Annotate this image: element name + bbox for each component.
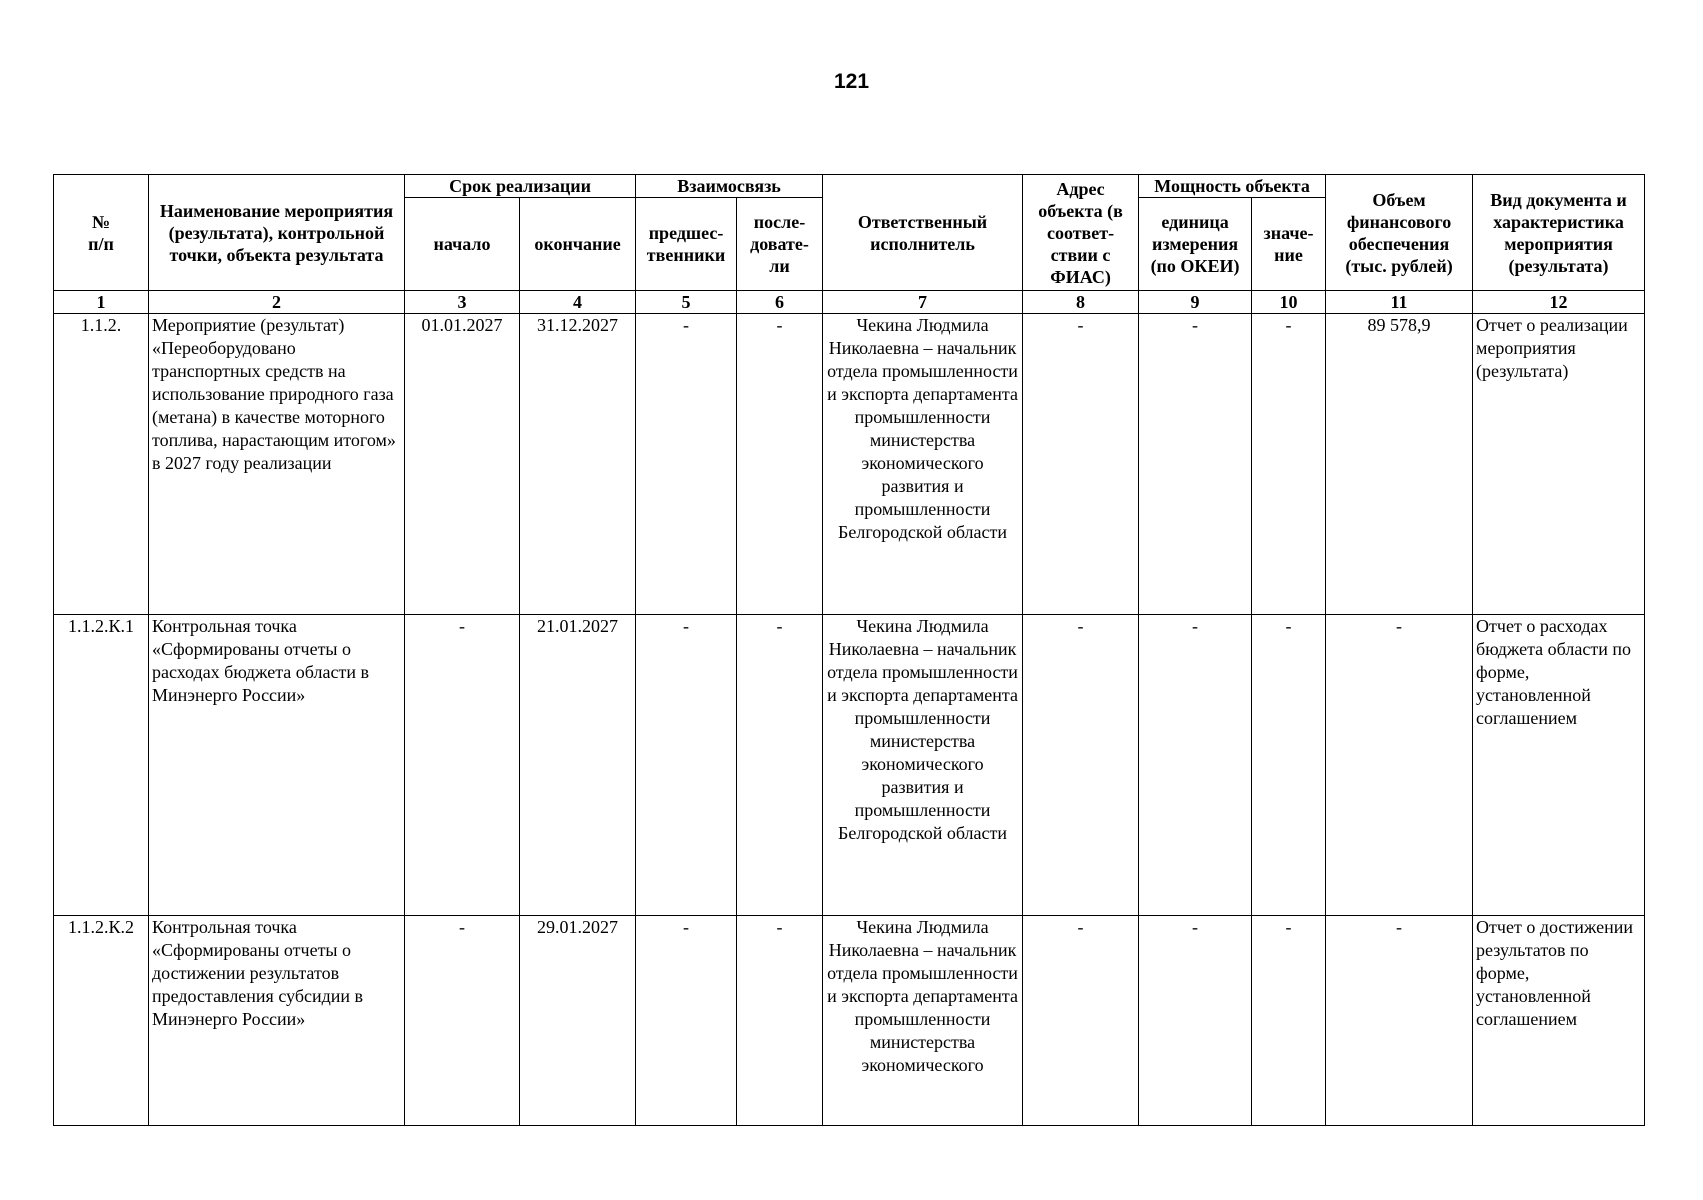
column-number: 6	[737, 291, 823, 314]
row-unit: -	[1139, 916, 1252, 1126]
row-end: 29.01.2027	[520, 916, 636, 1126]
row-start: -	[405, 615, 520, 916]
row-value: -	[1252, 916, 1326, 1126]
row-start: -	[405, 916, 520, 1126]
column-number: 9	[1139, 291, 1252, 314]
implementation-plan-table	[53, 174, 1645, 1126]
header-capacity-value: значе-ние	[1252, 198, 1326, 291]
header-link-prev: предшес-твенники	[636, 198, 737, 291]
column-number: 7	[823, 291, 1023, 314]
column-number: 12	[1473, 291, 1645, 314]
row-start: 01.01.2027	[405, 314, 520, 615]
row-prev: -	[636, 314, 737, 615]
header-doc: Вид документа и характеристика мероприятия (результата)	[1473, 175, 1645, 291]
row-unit: -	[1139, 615, 1252, 916]
row-next: -	[737, 615, 823, 916]
row-finance: 89 578,9	[1326, 314, 1473, 615]
header-executor: Ответственный исполнитель	[823, 175, 1023, 291]
header-num: № п/п	[54, 175, 149, 291]
row-address: -	[1023, 615, 1139, 916]
row-doc: Отчет о расходах бюджета области по форме, установленной соглашением	[1473, 615, 1645, 916]
header-link-group: Взаимосвязь	[636, 175, 823, 198]
page-number: 121	[833, 70, 870, 93]
row-address: -	[1023, 916, 1139, 1126]
row-name: Контрольная точка «Сформированы отчеты о расходах бюджета области в Минэнерго России»	[149, 615, 405, 916]
header-capacity-group: Мощность объекта	[1139, 175, 1326, 198]
row-end: 31.12.2027	[520, 314, 636, 615]
row-prev: -	[636, 615, 737, 916]
row-name: Мероприятие (результат) «Переоборудовано транспортных средств на использование природного газа (метана) в качестве моторного топлива, нарастающим итогом» в 2027 году реализации	[149, 314, 405, 615]
row-num: 1.1.2.К.2	[54, 916, 149, 1126]
row-doc: Отчет о достижении результатов по форме, установленной соглашением	[1473, 916, 1645, 1126]
row-finance: -	[1326, 916, 1473, 1126]
table-header	[54, 175, 1645, 314]
header-term-start: начало	[405, 198, 520, 291]
row-name: Контрольная точка «Сформированы отчеты о достижении результатов предоставления субсидии в Минэнерго России»	[149, 916, 405, 1126]
header-term-group: Срок реализации	[405, 175, 636, 198]
row-prev: -	[636, 916, 737, 1126]
row-next: -	[737, 916, 823, 1126]
column-number-row	[54, 291, 1645, 314]
column-number: 5	[636, 291, 737, 314]
header-capacity-unit: единица измерения (по ОКЕИ)	[1139, 198, 1252, 291]
table-body	[54, 314, 1645, 1126]
header-address: Адрес объекта (в соответ-ствии с ФИАС)	[1023, 175, 1139, 291]
header-link-next: после-довате-ли	[737, 198, 823, 291]
row-executor: Чекина Людмила Николаевна – начальник отдела промышленности и экспорта департамента промышленности министерства экономического	[823, 916, 1023, 1126]
row-value: -	[1252, 615, 1326, 916]
row-executor: Чекина Людмила Николаевна – начальник отдела промышленности и экспорта департамента промышленности министерства экономического развития и промышленности Белгородской области	[823, 615, 1023, 916]
table-row	[54, 615, 1645, 916]
table-row	[54, 314, 1645, 615]
row-next: -	[737, 314, 823, 615]
header-finance: Объем финансового обеспечения (тыс. рублей)	[1326, 175, 1473, 291]
row-finance: -	[1326, 615, 1473, 916]
row-executor: Чекина Людмила Николаевна – начальник отдела промышленности и экспорта департамента промышленности министерства экономического развития и промышленности Белгородской области	[823, 314, 1023, 615]
column-number: 8	[1023, 291, 1139, 314]
column-number: 3	[405, 291, 520, 314]
row-num: 1.1.2.	[54, 314, 149, 615]
row-address: -	[1023, 314, 1139, 615]
column-number: 10	[1252, 291, 1326, 314]
row-unit: -	[1139, 314, 1252, 615]
row-doc: Отчет о реализации мероприятия (результата)	[1473, 314, 1645, 615]
header-term-end: окончание	[520, 198, 636, 291]
table-row	[54, 916, 1645, 1126]
row-num: 1.1.2.К.1	[54, 615, 149, 916]
row-value: -	[1252, 314, 1326, 615]
column-number: 11	[1326, 291, 1473, 314]
column-number: 2	[149, 291, 405, 314]
row-end: 21.01.2027	[520, 615, 636, 916]
header-name: Наименование мероприятия (результата), контрольной точки, объекта результата	[149, 175, 405, 291]
column-number: 4	[520, 291, 636, 314]
column-number: 1	[54, 291, 149, 314]
